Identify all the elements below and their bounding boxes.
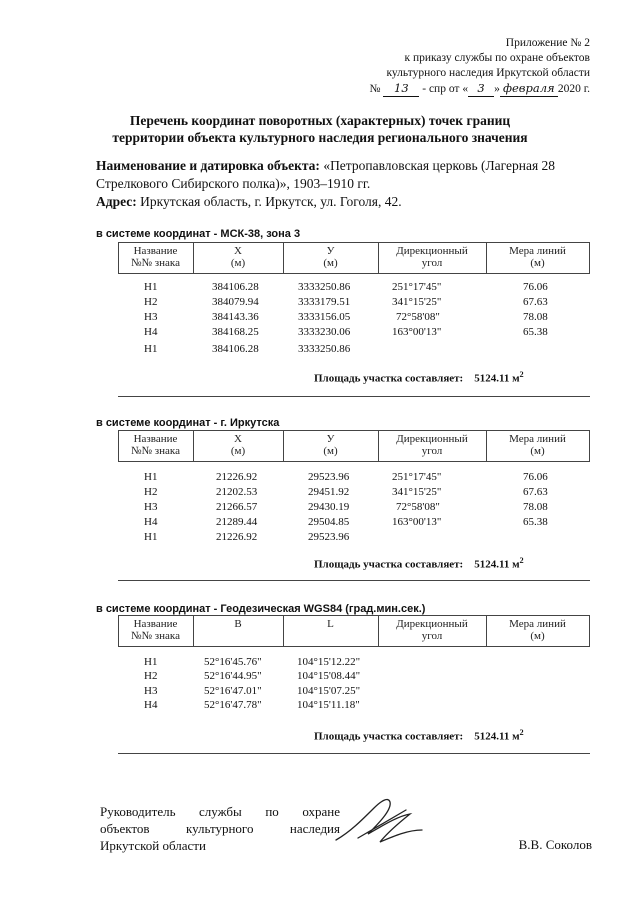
coord-y: 3333179.51 xyxy=(298,296,351,308)
area-unit-exponent: 2 xyxy=(519,728,524,737)
table-system-title: в системе координат - Геодезическая WGS84 (град.мин.сек.) xyxy=(96,603,426,615)
header-name: Название №№ знака xyxy=(131,433,180,457)
line-length: 65.38 xyxy=(523,326,548,338)
coord-y: 29523.96 xyxy=(308,471,350,483)
line-length: 78.08 xyxy=(523,311,548,323)
point-name: Н1 xyxy=(144,531,158,543)
header-direction-angle: Дирекционный угол xyxy=(396,433,468,457)
area-unit-exponent: 2 xyxy=(519,556,524,565)
table-header-border xyxy=(118,461,590,462)
coord-y: 29430.19 xyxy=(308,501,350,513)
coord-x: 384106.28 xyxy=(212,343,259,355)
header-y: У (м) xyxy=(323,245,338,269)
direction-angle: 251°17'45" xyxy=(392,281,442,293)
coord-x: 384079.94 xyxy=(212,296,259,308)
line-length: 78.08 xyxy=(523,501,548,513)
order-month-sep: » xyxy=(494,83,500,95)
order-reference xyxy=(270,81,590,97)
line-length: 76.06 xyxy=(523,281,548,293)
coord-b: 52°16'47.01" xyxy=(204,685,262,697)
coord-l: 104°15'12.22" xyxy=(297,656,361,668)
area-label: Площадь участка составляет: xyxy=(314,372,464,385)
table-col-divider xyxy=(589,242,590,273)
point-name: Н2 xyxy=(144,670,158,682)
object-name xyxy=(96,157,616,193)
table-header-border xyxy=(118,646,590,647)
coord-l: 104°15'07.25" xyxy=(297,685,361,697)
header-x: X (м) xyxy=(230,245,246,269)
coord-x: 21202.53 xyxy=(216,486,258,498)
line-length: 67.63 xyxy=(523,486,548,498)
object-address-value: Иркутская область, г. Иркутск, ул. Гоголя, 42. xyxy=(136,194,402,209)
direction-angle: 72°58'08" xyxy=(396,501,440,513)
table-col-divider xyxy=(589,430,590,461)
order-number: 13 xyxy=(383,81,419,97)
coord-x: 384168.25 xyxy=(212,326,259,338)
area-label: Площадь участка составляет: xyxy=(314,558,464,571)
point-name: Н1 xyxy=(144,343,158,355)
table-bottom-border xyxy=(118,396,590,397)
signature-line-2: объектов культурного наследия xyxy=(100,821,340,836)
coord-x: 21226.92 xyxy=(216,471,258,483)
area-summary xyxy=(314,728,524,743)
table-top-border xyxy=(118,615,590,616)
table-system-title: в системе координат - МСК-38, зона 3 xyxy=(96,228,301,240)
coord-b: 52°16'47.78" xyxy=(204,699,262,711)
direction-angle: 163°00'13" xyxy=(392,326,442,338)
order-day: 3 xyxy=(468,81,494,97)
signature-block xyxy=(100,803,340,854)
header-line-length: Мера линий (м) xyxy=(509,245,566,269)
coord-l: 104°15'11.18" xyxy=(297,699,360,711)
area-value: 5124.11 м xyxy=(474,372,520,385)
coord-x: 21289.44 xyxy=(216,516,258,528)
point-name: Н4 xyxy=(144,699,158,711)
signature-line-3: Иркутской области xyxy=(100,838,206,853)
coord-b: 52°16'45.76" xyxy=(204,656,262,668)
point-name: Н3 xyxy=(144,311,158,323)
coord-y: 3333230.06 xyxy=(298,326,351,338)
appendix-line-1: Приложение № 2 xyxy=(505,37,590,49)
title-line-1: Перечень координат поворотных (характерных) точек границ xyxy=(129,113,511,128)
point-name: Н4 xyxy=(144,516,158,528)
area-summary xyxy=(314,370,524,385)
object-name-label: Наименование и датировка объекта: xyxy=(96,158,320,173)
object-address xyxy=(96,193,616,211)
point-name: Н2 xyxy=(144,486,158,498)
area-summary xyxy=(314,556,524,571)
coord-b: 52°16'44.95" xyxy=(204,670,262,682)
coord-l: 104°15'08.44" xyxy=(297,670,361,682)
coord-x: 21266.57 xyxy=(216,501,258,513)
appendix-header xyxy=(270,36,590,97)
direction-angle: 251°17'45" xyxy=(392,471,442,483)
header-x: X (м) xyxy=(230,433,246,457)
order-middle: - спр от « xyxy=(422,83,469,95)
area-unit-exponent: 2 xyxy=(519,370,524,379)
point-name: Н4 xyxy=(144,326,158,338)
table-col-divider xyxy=(589,615,590,646)
appendix-line-3: культурного наследия Иркутской области xyxy=(386,67,590,79)
header-name: Название №№ знака xyxy=(131,245,180,269)
coord-x: 384143.36 xyxy=(212,311,259,323)
line-length: 76.06 xyxy=(523,471,548,483)
header-y: У (м) xyxy=(323,433,338,457)
coord-y: 29451.92 xyxy=(308,486,350,498)
table-bottom-border xyxy=(118,580,590,581)
coord-y: 29523.96 xyxy=(308,531,350,543)
area-label: Площадь участка составляет: xyxy=(314,730,464,743)
point-name: Н1 xyxy=(144,281,158,293)
direction-angle: 341°15'25" xyxy=(392,296,442,308)
header-direction-angle: Дирекционный угол xyxy=(396,618,468,642)
table-system-title: в системе координат - г. Иркутска xyxy=(96,417,280,429)
coord-x: 21226.92 xyxy=(216,531,258,543)
area-value: 5124.11 м xyxy=(474,558,520,571)
header-b: B xyxy=(234,618,242,630)
document-title xyxy=(0,112,640,146)
object-address-label: Адрес: xyxy=(96,194,137,209)
table-bottom-border xyxy=(118,753,590,754)
coord-y: 3333250.86 xyxy=(298,281,351,293)
title-line-2: территории объекта культурного наследия регионального значения xyxy=(112,130,528,145)
header-direction-angle: Дирекционный угол xyxy=(396,245,468,269)
point-name: Н1 xyxy=(144,656,158,668)
point-name: Н2 xyxy=(144,296,158,308)
header-l: L xyxy=(327,618,334,630)
order-year: 2020 г. xyxy=(557,83,590,95)
table-top-border xyxy=(118,430,590,431)
point-name: Н3 xyxy=(144,685,158,697)
direction-angle: 72°58'08" xyxy=(396,311,440,323)
table-header-border xyxy=(118,273,590,274)
line-length: 67.63 xyxy=(523,296,548,308)
coord-y: 3333250.86 xyxy=(298,343,351,355)
number-sign: № xyxy=(369,83,381,95)
coord-x: 384106.28 xyxy=(212,281,259,293)
coord-y: 29504.85 xyxy=(308,516,350,528)
coord-y: 3333156.05 xyxy=(298,311,351,323)
order-month: февраля xyxy=(500,81,558,97)
signer-name: В.В. Соколов xyxy=(518,837,592,852)
header-line-length: Мера линий (м) xyxy=(509,618,566,642)
area-value: 5124.11 м xyxy=(474,730,520,743)
table-top-border xyxy=(118,242,590,243)
direction-angle: 341°15'25" xyxy=(392,486,442,498)
appendix-line-2: к приказу службы по охране объектов xyxy=(404,52,590,64)
point-name: Н1 xyxy=(144,471,158,483)
signature-line-1: Руководитель службы по охране xyxy=(100,804,340,819)
object-name-value: «Петропавловская церковь (Лагерная 28 Стрелкового Сибирского полка)», 1903–1910 гг. xyxy=(96,158,556,191)
header-line-length: Мера линий (м) xyxy=(509,433,566,457)
handwritten-signature xyxy=(330,790,430,860)
direction-angle: 163°00'13" xyxy=(392,516,442,528)
header-name: Название №№ знака xyxy=(131,618,180,642)
object-info xyxy=(96,157,616,211)
line-length: 65.38 xyxy=(523,516,548,528)
point-name: Н3 xyxy=(144,501,158,513)
